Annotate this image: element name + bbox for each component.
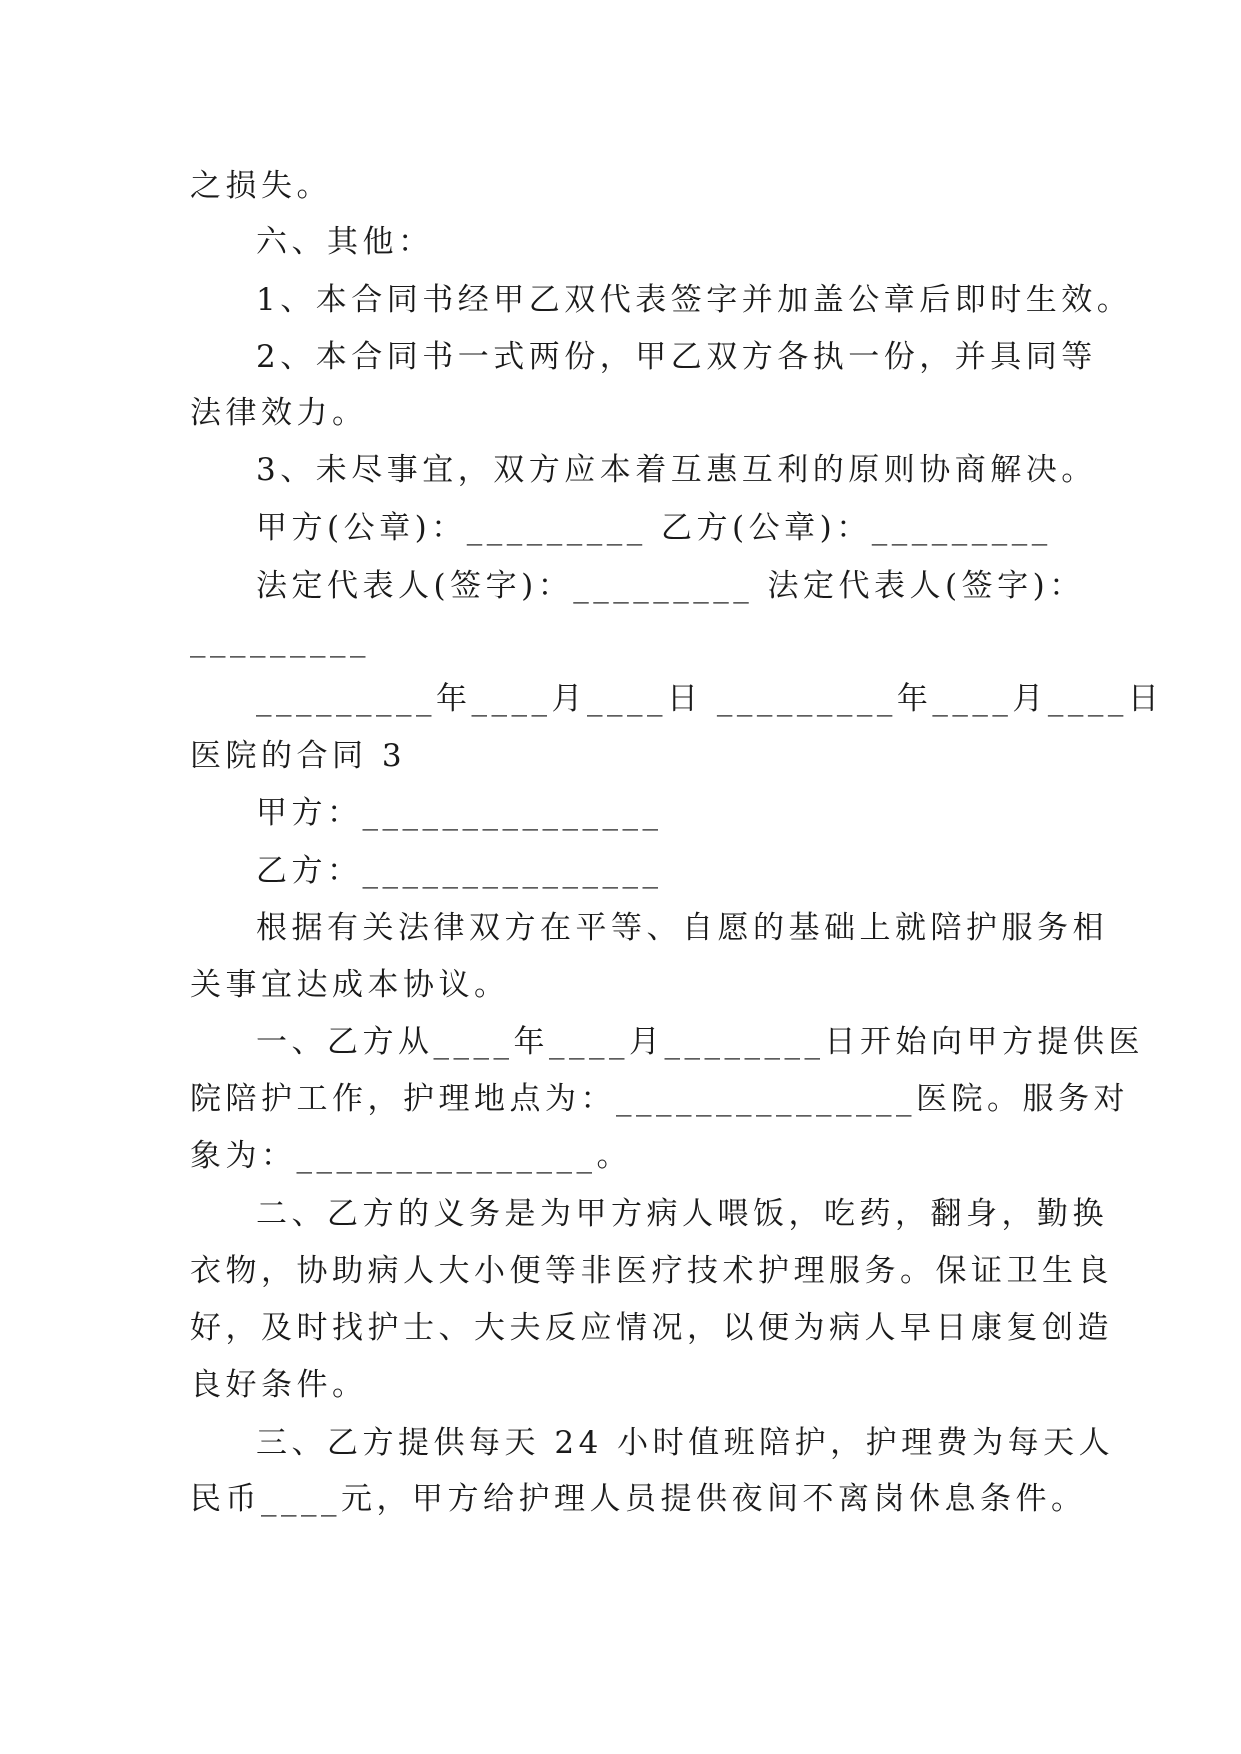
contract-title: 医院的合同 3 [190, 738, 407, 774]
text-line: 好，及时找护士、大夫反应情况，以便为病人早日康复创造 [190, 1310, 1113, 1346]
text-line: 3、未尽事宜，双方应本着互惠互利的原则协商解决。 [256, 452, 1097, 488]
signature-blank: _________ [190, 622, 370, 658]
signature-line: 法定代表人(签字)：_________ 法定代表人(签字)： [256, 568, 1085, 604]
text-line: 三、乙方提供每天 24 小时值班陪护，护理费为每天人 [256, 1425, 1115, 1461]
text-line: 院陪护工作，护理地点为：_______________医院。服务对 [190, 1081, 1129, 1117]
date-line: _________年____月____日 _________年____月____日 [256, 681, 1164, 717]
text-line: 法律效力。 [190, 395, 368, 431]
section-heading: 六、其他： [256, 224, 434, 260]
party-b-line: 乙方：_______________ [256, 853, 663, 889]
text-line: 之损失。 [190, 168, 332, 204]
text-line: 衣物，协助病人大小便等非医疗技术护理服务。保证卫生良 [190, 1253, 1113, 1289]
party-a-line: 甲方：_______________ [256, 795, 663, 831]
text-line: 良好条件。 [190, 1367, 368, 1403]
text-line: 象为：_______________。 [190, 1138, 632, 1174]
text-line: 二、乙方的义务是为甲方病人喂饭，吃药，翻身，勤换 [256, 1196, 1108, 1232]
text-line: 根据有关法律双方在平等、自愿的基础上就陪护服务相 [256, 910, 1108, 946]
signature-line: 甲方(公章)：_________ 乙方(公章)：_________ [256, 510, 1052, 546]
text-line: 民币____元，甲方给护理人员提供夜间不离岗休息条件。 [190, 1481, 1087, 1517]
text-line: 关事宜达成本协议。 [190, 967, 510, 1003]
text-line: 一、乙方从____年____月________日开始向甲方提供医 [256, 1024, 1144, 1060]
text-line: 1、本合同书经甲乙双代表签字并加盖公章后即时生效。 [256, 282, 1133, 318]
text-line: 2、本合同书一式两份，甲乙双方各执一份，并具同等 [256, 339, 1097, 375]
